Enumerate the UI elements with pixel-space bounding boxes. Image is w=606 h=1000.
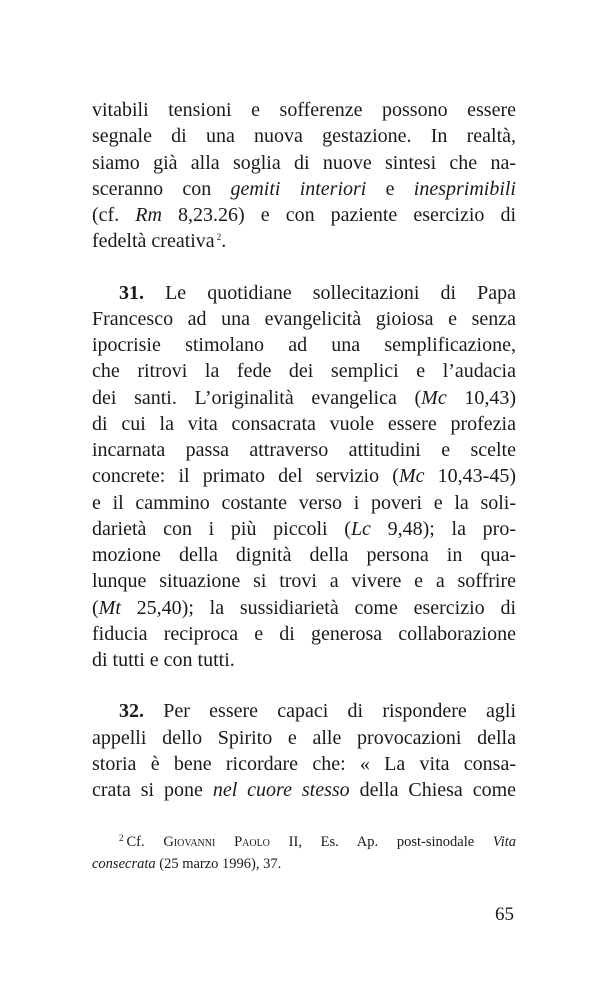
- text-line: di cui la vita consacrata vuole essere profezia: [92, 412, 516, 435]
- footnote: [92, 831, 516, 875]
- text-line: storia è bene ricordare che: « La vita consa-: [92, 752, 516, 775]
- text-line: segnale di una nuova gestazione. In realtà,: [92, 125, 516, 148]
- text-line: fiducia reciproca e di generosa collaborazione: [92, 622, 516, 645]
- text-line: dei santi. L’originalità evangelica (Mc 10,43): [92, 386, 517, 409]
- footnote-line: consecrata (25 marzo 1996), 37.: [92, 856, 282, 872]
- paragraph-number: 32.: [119, 700, 144, 723]
- paragraph-32: [92, 698, 516, 803]
- text-line: Francesco ad una evangelicità gioiosa e senza: [92, 307, 516, 330]
- text-line: e il cammino costante verso i poveri e la soli-: [92, 491, 516, 514]
- text-line: siamo già alla soglia di nuove sintesi che na-: [92, 151, 516, 174]
- paragraph-31: [92, 280, 516, 674]
- footnote-line: $^2$ Cf. Giovanni Paolo II, Es. Ap. post-sinodale Vita: [119, 833, 517, 850]
- text-line: 32. Per essere capaci di rispondere agli: [119, 700, 517, 723]
- text-line: incarnata passa attraverso attitudini e scelte: [92, 439, 516, 461]
- footnote-reference: 2: [216, 232, 222, 243]
- text-line: concrete: il primato del servizio (Mc 10,43-45): [92, 465, 516, 488]
- text-line: 31. Le quotidiane sollecitazioni di Papa: [119, 281, 517, 304]
- text-line: crata si pone nel cuore stesso della Chiesa come: [92, 779, 517, 801]
- text-line: sceranno con gemiti interiori e inesprimibili: [92, 177, 516, 200]
- text-line: (Mt 25,40); la sussidiarietà come esercizio di: [92, 596, 517, 619]
- text-line: lunque situazione si trovi a vivere e a soffrire: [92, 570, 516, 593]
- text-line: mozione della dignità della persona in qua-: [92, 544, 516, 566]
- text-line: vitabili tensioni e sofferenze possono essere: [92, 99, 516, 121]
- page-number: 65: [495, 904, 514, 925]
- paragraph-intro: [92, 97, 516, 255]
- body-text: [92, 97, 516, 803]
- paragraph-number: 31.: [119, 281, 144, 304]
- text-line: (cf. Rm 8,23.26) e con paziente esercizio di: [92, 204, 517, 226]
- text-line: ipocrisie stimolano ad una semplificazione,: [92, 334, 516, 356]
- text-line: appelli dello Spirito e alle provocazioni della: [92, 726, 516, 749]
- text-line: darietà con i più piccoli (Lc 9,48); la pro-: [92, 517, 516, 540]
- text-line: che ritrovi la fede dei semplici e l’audacia: [92, 360, 516, 383]
- text-line: di tutti e con tutti.: [92, 649, 235, 671]
- text-line: fedeltà creativa $^2$.: [92, 230, 227, 253]
- footnote-mark: 2: [119, 833, 124, 843]
